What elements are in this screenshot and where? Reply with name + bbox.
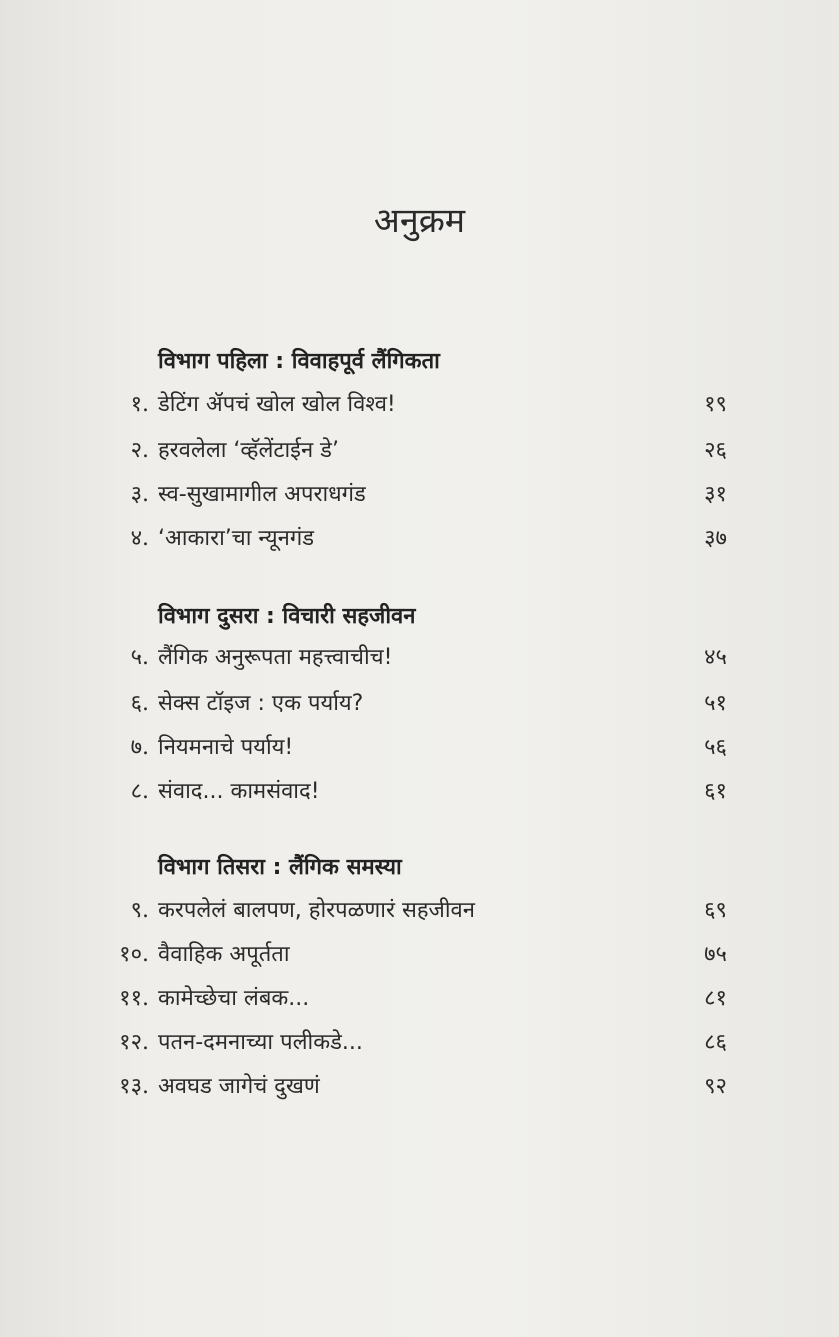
section-heading-2: विभाग दुसरा : विचारी सहजीवन xyxy=(158,604,416,629)
entry-number: ३. xyxy=(130,482,149,507)
toc-entry xyxy=(0,434,839,470)
toc-entry xyxy=(0,522,839,558)
toc-entry xyxy=(0,388,839,424)
entry-number: २. xyxy=(130,438,149,463)
entry-number: ९. xyxy=(130,898,149,923)
entry-number: ८. xyxy=(130,779,149,804)
page-title: अनुक्रम xyxy=(373,201,466,241)
section-heading-3: विभाग तिसरा : लैंगिक समस्या xyxy=(158,855,402,880)
entry-number: १. xyxy=(130,392,149,417)
entry-title: हरवलेला ‘व्हॅलेंटाईन डे’ xyxy=(158,438,339,463)
entry-title: ‘आकारा’चा न्यूनगंड xyxy=(158,526,315,551)
entry-page: ६९ xyxy=(704,898,727,923)
toc-entry xyxy=(0,938,839,974)
toc-entry xyxy=(0,731,839,767)
section-heading-1: विभाग पहिला : विवाहपूर्व लैंगिकता xyxy=(158,349,440,374)
entry-number: १२. xyxy=(119,1030,149,1055)
toc-entry xyxy=(0,775,839,811)
toc-entry xyxy=(0,641,839,677)
entry-number: ५. xyxy=(130,645,149,670)
toc-entry xyxy=(0,1026,839,1062)
entry-page: ३१ xyxy=(704,482,727,507)
entry-page: ५६ xyxy=(704,735,727,760)
entry-number: ४. xyxy=(130,526,149,551)
entry-title: सेक्स टॉइज : एक पर्याय? xyxy=(158,691,364,716)
entry-number: १०. xyxy=(119,942,149,967)
toc-entry xyxy=(0,894,839,930)
toc-entry xyxy=(0,687,839,723)
entry-title: कामेच्छेचा लंबक... xyxy=(158,986,310,1011)
entry-page: ५१ xyxy=(704,691,727,716)
entry-number: ६. xyxy=(130,691,149,716)
toc-entry xyxy=(0,1070,839,1106)
entry-page: २६ xyxy=(704,438,727,463)
entry-title: अवघड जागेचं दुखणं xyxy=(158,1074,320,1099)
toc-entry xyxy=(0,982,839,1018)
entry-page: १९ xyxy=(704,392,727,417)
entry-title: करपलेलं बालपण, होरपळणारं सहजीवन xyxy=(158,898,475,923)
entry-title: संवाद... कामसंवाद! xyxy=(158,779,320,804)
entry-page: ८६ xyxy=(704,1030,727,1055)
entry-page: ८१ xyxy=(704,986,727,1011)
entry-title: नियमनाचे पर्याय! xyxy=(158,735,294,760)
entry-page: ९२ xyxy=(704,1074,727,1099)
entry-title: डेटिंग ॲपचं खोल खोल विश्व! xyxy=(158,392,396,417)
entry-page: ७५ xyxy=(704,942,727,967)
entry-number: ७. xyxy=(130,735,149,760)
entry-title: स्व-सुखामागील अपराधगंड xyxy=(158,482,366,507)
entry-page: ३७ xyxy=(704,526,727,551)
entry-title: पतन-दमनाच्या पलीकडे... xyxy=(158,1030,363,1055)
entry-page: ६१ xyxy=(704,779,727,804)
entry-title: वैवाहिक अपूर्तता xyxy=(158,942,290,967)
entry-number: ११. xyxy=(119,986,149,1011)
entry-page: ४५ xyxy=(704,645,727,670)
entry-title: लैंगिक अनुरूपता महत्त्वाचीच! xyxy=(158,645,393,670)
toc-entry xyxy=(0,478,839,514)
entry-number: १३. xyxy=(119,1074,149,1099)
